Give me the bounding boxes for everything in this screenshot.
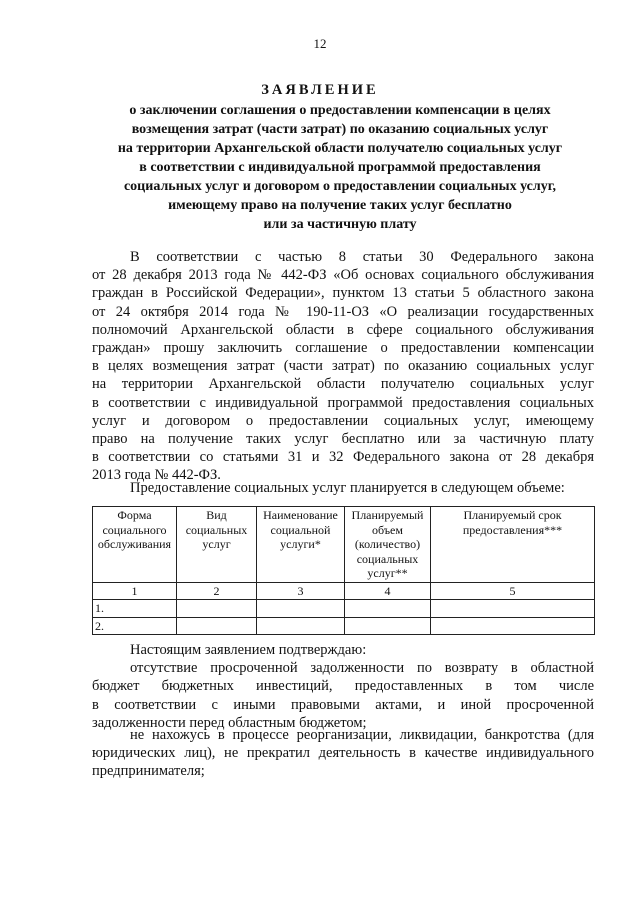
table-row [93, 600, 595, 618]
row-number: 1. [93, 600, 177, 618]
column-number: 5 [431, 582, 595, 600]
header-text: Форма [117, 508, 152, 522]
table-intro-text: Предоставление социальных услуг планируется в следующем объеме: [130, 480, 565, 496]
empty-cell[interactable] [431, 617, 595, 635]
paragraph-line: задолженности перед областным бюджетом; [92, 714, 367, 731]
column-number: 2 [177, 582, 257, 600]
confirmation-section [92, 641, 594, 732]
header-text: социальной [270, 522, 331, 537]
table-header-row [93, 507, 595, 583]
header-text: услуг [202, 537, 231, 551]
paragraph-line: в соответствии с иными правовыми актами, и иной просроченной [92, 696, 594, 713]
empty-cell[interactable] [177, 617, 257, 635]
header-text: объем [372, 522, 403, 537]
paragraph-line: полномочий Архангельской области в сфере социального обслуживания [92, 321, 594, 338]
subtitle-line: имеющему право на получение таких услуг бесплатно [168, 198, 512, 213]
empty-cell[interactable] [177, 600, 257, 618]
table-column-numbers-row [93, 582, 595, 600]
empty-cell[interactable] [345, 617, 431, 635]
paragraph-line: на территории Архангельской области получателю социальных услуг [92, 376, 594, 393]
paragraph-line: В соответствии с частью 8 статьи 30 Федерального закона [130, 249, 594, 265]
header-text: предоставления*** [462, 522, 563, 537]
subtitle-line: или за частичную плату [263, 217, 417, 232]
empty-cell[interactable] [257, 600, 345, 618]
header-cell-volume [345, 507, 431, 583]
empty-cell[interactable] [431, 600, 595, 618]
document-title: ЗАЯВЛЕНИЕ [261, 82, 379, 98]
header-cell-type [177, 507, 257, 583]
paragraph-line: предпринимателя; [92, 763, 205, 780]
confirmation-heading: Настоящим заявлением подтверждаю: [130, 642, 367, 658]
row-number: 2. [93, 617, 177, 635]
page-number: 12 [313, 36, 327, 51]
header-text: социальных [356, 551, 419, 566]
header-cell-form [93, 507, 177, 583]
header-cell-period [431, 507, 595, 583]
column-number: 4 [345, 582, 431, 600]
header-text: Планируемый [351, 508, 424, 522]
paragraph-line: юридических лиц), не прекратил деятельность в качестве индивидуального [92, 745, 594, 762]
paragraph-line: не нахожусь в процессе реорганизации, ликвидации, банкротства (для [130, 727, 594, 743]
paragraph-line: в соответствии с индивидуальной программой предоставления социальных [92, 394, 594, 411]
paragraph-line: услуг и договором о предоставлении социальных услуг, имеющему [92, 412, 594, 429]
subtitle-line: возмещения затрат (части затрат) по оказанию социальных услуг [131, 122, 549, 137]
paragraph-line: граждан» прошу заключить соглашение о предоставлении компенсации [92, 340, 594, 357]
header-cell-name [257, 507, 345, 583]
main-paragraph [92, 248, 594, 485]
paragraph-line: в целях возмещения затрат (части затрат) по оказанию социальных услуг [92, 358, 594, 375]
header-text: услуг** [367, 566, 408, 580]
header-text: социальных [185, 522, 248, 537]
paragraph-line: от 24 октября 2014 года № 190-11-ОЗ «О реализации государственных [92, 303, 594, 320]
header-text: услуги* [280, 537, 321, 551]
reorganization-paragraph [92, 726, 594, 781]
empty-cell[interactable] [345, 600, 431, 618]
services-table [92, 506, 595, 635]
paragraph-line: от 28 декабря 2013 года № 442-ФЗ «Об основах социального обслуживания [92, 267, 594, 284]
subtitle-line: в соответствии с индивидуальной программой предоставления [139, 160, 541, 175]
column-number: 3 [257, 582, 345, 600]
column-number: 1 [93, 582, 177, 600]
subtitle-line: на территории Архангельской области получателю социальных услуг [117, 141, 563, 156]
header-text: (количество) [354, 537, 421, 551]
subtitle-line: социальных услуг и договором о предоставлении социальных услуг, [123, 179, 557, 194]
paragraph-line: право на получение таких услуг бесплатно или за частичную плату [92, 431, 594, 448]
table-intro [130, 479, 600, 497]
paragraph-line: 2013 года № 442-ФЗ. [92, 467, 221, 484]
paragraph-line: бюджет бюджетных инвестиций, предоставленных в том числе [92, 678, 594, 695]
table-row [93, 617, 595, 635]
header-text: Вид [206, 508, 227, 522]
document-subtitle [80, 101, 600, 234]
subtitle-line: о заключении соглашения о предоставлении компенсации в целях [129, 103, 551, 118]
paragraph-line: отсутствие просроченной задолженности по возврату в областной [130, 660, 594, 677]
header-text: обслуживания [97, 537, 172, 551]
paragraph-line: граждан в Российской Федерации», пунктом 13 статьи 5 областного закона [92, 285, 594, 302]
empty-cell[interactable] [257, 617, 345, 635]
header-text: Наименование [263, 508, 338, 522]
paragraph-line: в соответствии со статьями 31 и 32 Федерального закона от 28 декабря [92, 449, 594, 466]
header-text: социального [102, 522, 167, 537]
header-text: Планируемый срок [463, 508, 562, 522]
